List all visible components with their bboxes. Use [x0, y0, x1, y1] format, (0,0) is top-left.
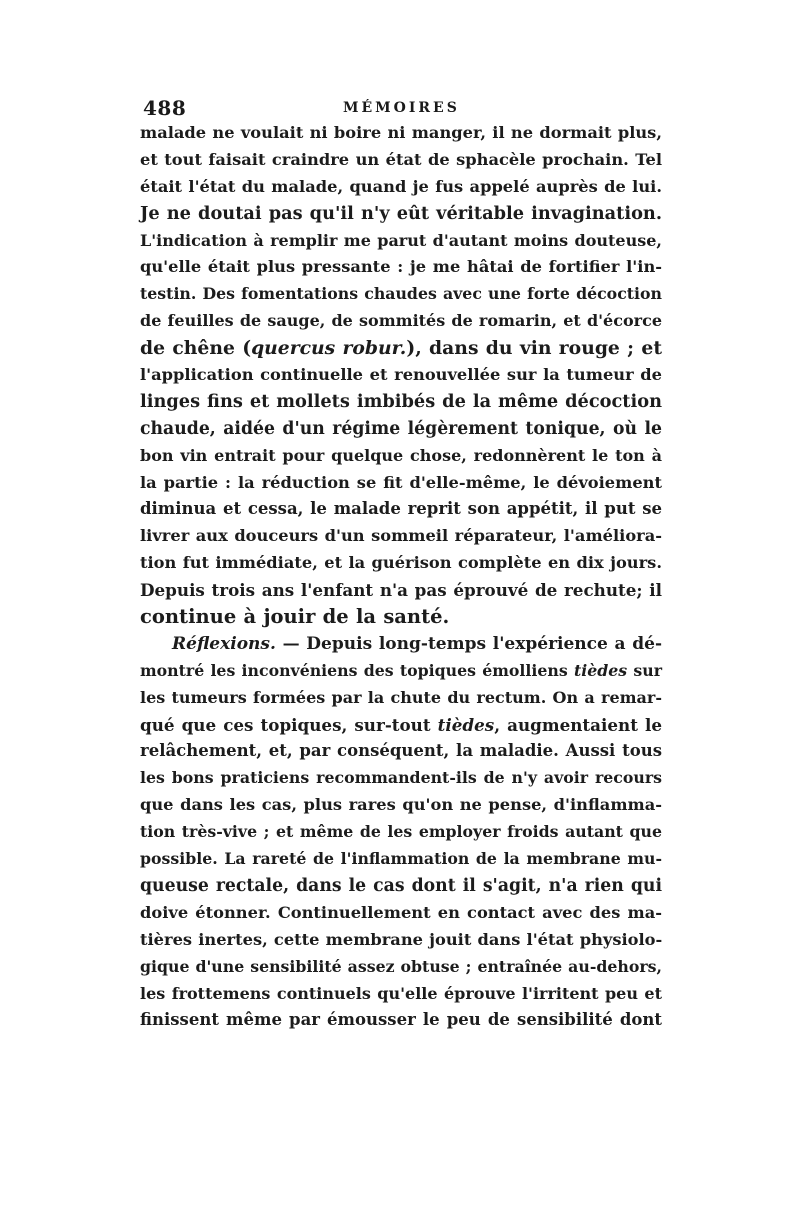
- text-line: bon vin entrait pour quelque chose, redonnèrent le ton à: [140, 445, 662, 465]
- text-line: Depuis trois ans l'enfant n'a pas éprouvé de rechute; il: [140, 580, 662, 601]
- text-line: les tumeurs formées par la chute du rectum. On a remar-: [140, 687, 662, 707]
- emphasis: tièdes: [437, 714, 495, 735]
- text-line: qu'elle était plus pressante : je me hâtai de fortifier l'in-: [140, 257, 662, 277]
- text-line: chaude, aidée d'un régime légèrement tonique, où le: [140, 418, 662, 439]
- text-line: tières inertes, cette membrane jouit dans l'état physiolo-: [140, 929, 663, 949]
- text-line: les frottemens continuels qu'elle éprouve l'irritent peu et: [140, 983, 662, 1003]
- text-line: que dans les cas, plus rares qu'on ne pense, d'inflamma-: [140, 795, 662, 815]
- text-line: [140, 712, 662, 739]
- text-line: tion fut immédiate, et la guérison complète en dix jours.: [140, 553, 662, 573]
- text-segment: montré les inconvéniens des topiques émolliens: [140, 660, 574, 680]
- text-line: linges fins et mollets imbibés de la même décoction: [140, 390, 662, 412]
- text-segment: , augmentaient le: [494, 714, 663, 735]
- emphasis: tièdes: [573, 660, 628, 680]
- text-line: et tout faisait craindre un état de sphacèle prochain. Tel: [140, 149, 662, 169]
- latin-name: quercus robur.: [251, 337, 407, 360]
- text-segment: sur: [627, 660, 662, 680]
- page-number: 488: [143, 96, 187, 120]
- text-line: L'indication à remplir me parut d'autant moins douteuse,: [140, 230, 662, 250]
- text-line: queuse rectale, dans le cas dont il s'agit, n'a rien qui: [140, 875, 662, 896]
- text-line: [140, 658, 662, 685]
- text-segment: — Depuis long-temps l'expérience a dé-: [275, 633, 662, 654]
- text-line: la partie : la réduction se fit d'elle-même, le dévoiement: [140, 472, 662, 492]
- text-line: tion très-vive ; et même de les employer froids autant que: [140, 822, 662, 842]
- text-line: diminua et cessa, le malade reprit son appétit, il put se: [140, 499, 662, 519]
- text-line: possible. La rareté de l'inflammation de la membrane mu-: [140, 849, 662, 869]
- text-line: relâchement, et, par conséquent, la maladie. Aussi tous: [140, 741, 662, 761]
- text-line: testin. Des fomentations chaudes avec une forte décoction: [140, 284, 662, 304]
- text-line: Je ne doutai pas qu'il n'y eût véritable invagination.: [140, 202, 662, 224]
- body-text: [140, 120, 662, 1034]
- text-segment: de chêne (: [140, 337, 252, 360]
- text-line: l'application continuelle et renouvellée sur la tumeur de: [140, 365, 662, 385]
- text-line: livrer aux douceurs d'un sommeil réparateur, l'améliora-: [140, 526, 662, 546]
- text-line: malade ne voulait ni boire ni manger, il ne dormait plus,: [140, 123, 662, 142]
- text-line: de feuilles de sauge, de sommités de romarin, et d'écorce: [140, 311, 662, 331]
- text-line: doive étonner. Continuellement en contact avec des ma-: [140, 902, 662, 922]
- text-line: [140, 335, 662, 362]
- running-head: MÉMOIRES: [343, 100, 460, 116]
- text-line: continue à jouir de la santé.: [140, 605, 450, 629]
- section-heading: Réflexions.: [172, 633, 276, 654]
- text-line: [140, 631, 662, 658]
- text-line: était l'état du malade, quand je fus appelé auprès de lui.: [140, 176, 662, 196]
- text-segment: qué que ces topiques, sur-tout: [140, 714, 438, 735]
- text-line: finissent même par émousser le peu de sensibilité dont: [140, 1010, 662, 1030]
- text-line: gique d'une sensibilité assez obtuse ; entraînée au-dehors,: [140, 956, 662, 976]
- text-line: les bons praticiens recommandent-ils de n'y avoir recours: [140, 768, 662, 788]
- text-segment: ), dans du vin rouge ; et: [406, 337, 662, 360]
